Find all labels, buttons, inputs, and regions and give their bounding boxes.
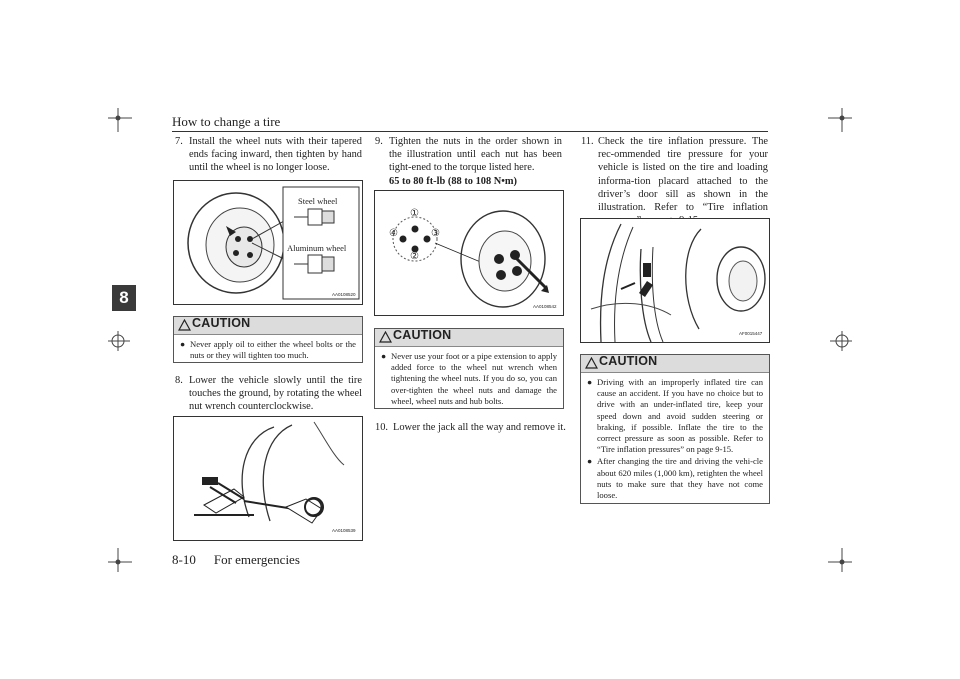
order-label-4: ④ (389, 228, 398, 239)
caution-item: ● Never use your foot or a pipe extension to apply added force to the wheel nut wrench when tightening the wheel nuts. If you do so, you can over-tighten the wheel nuts and damage the wheel, wheel nuts and hub bolts. (381, 351, 557, 406)
figure-tighten-order (374, 190, 564, 316)
caution-item: ● Driving with an improperly inflated tire can cause an accident. If you have no choice but to drive with an under-inflated tire, keep your speed down and avoid sudden steering or braking, if possible. Inflate the tire to the correct pressure as soon as possible. Refer to “Tire inflation pressures” on page 9-15. (587, 377, 763, 455)
header-rule (172, 131, 768, 132)
figure-door-placard (580, 218, 770, 343)
caution-list (581, 373, 769, 507)
step-text: Lower the jack all the way and remove it. (393, 422, 566, 433)
step-text: Lower the vehicle slowly until the tire touches the ground, by rotating the wheel nut wrench counterclockwise. (189, 375, 362, 413)
step-9 (375, 135, 562, 188)
page-footer (172, 552, 300, 568)
step-text: Install the wheel nuts with their tapered ends facing inward, then tighten by hand until the wheel is no longer loose. (189, 136, 362, 174)
caution-header (375, 329, 563, 347)
step-text: Check the tire inflation pressure. The rec-ommended tire pressure for your vehicle is listed on the tire and loading informa-tion placard attached to the driver’s door sill as shown in the illustration. Refer to “Tire inflation (598, 136, 768, 214)
torque-spec: 65 to 80 ft-lb (88 to 108 N•m) (389, 175, 518, 187)
figure-code: AF0015447 (739, 331, 763, 336)
label-aluminum-wheel: Aluminum wheel (287, 243, 347, 253)
step-number: 7. (175, 136, 183, 147)
caution-item: ● Never apply oil to either the wheel bolts or the nuts or they will tighten too much. (180, 339, 356, 361)
caution-list (174, 335, 362, 367)
caution-box-2 (374, 328, 564, 409)
caution-title: CAUTION (393, 328, 452, 342)
bullet-icon: ● (587, 456, 593, 467)
figure-lower-jack (173, 416, 363, 541)
caution-title: CAUTION (192, 316, 251, 330)
figure-wheel-nuts (173, 180, 363, 305)
figure-code: AA0108520 (332, 292, 356, 297)
chapter-name: For emergencies (213, 552, 300, 567)
bullet-icon: ● (381, 351, 387, 361)
bullet-icon: ● (587, 377, 593, 387)
label-steel-wheel: Steel wheel (298, 196, 338, 206)
step-10 (375, 421, 575, 434)
order-label-2: ② (410, 251, 419, 262)
caution-list (375, 347, 563, 413)
step-number: 9. (375, 136, 383, 147)
tighten-order-illustration (375, 191, 563, 315)
step-text: Tighten the nuts in the order shown in the illustration until each nut has been tight-ened to the torque listed here. (389, 136, 562, 174)
figure-code: AA0108539 (332, 528, 356, 533)
caution-header (581, 355, 769, 373)
caution-item: ● After changing the tire and driving the vehi-cle about 620 miles (1,000 km), retighten the wheel nuts to make sure that they have not come loose. (587, 456, 763, 501)
caution-box-1 (173, 316, 363, 363)
step-number: 10. (375, 422, 388, 433)
door-sill-illustration (581, 219, 769, 342)
step-8 (175, 374, 362, 414)
figure-code: AA0108542 (533, 304, 557, 309)
warning-triangle-icon (178, 319, 191, 331)
page-number: 8-10 (172, 552, 196, 567)
chapter-tab: 8 (112, 285, 136, 311)
warning-triangle-icon (585, 357, 598, 369)
step-11 (581, 135, 768, 227)
caution-box-3 (580, 354, 770, 504)
jack-lowering-illustration (174, 417, 362, 540)
step-number: 11. (581, 136, 594, 147)
caution-title: CAUTION (599, 354, 658, 368)
order-label-3: ③ (431, 228, 440, 239)
bullet-icon: ● (180, 339, 186, 349)
order-label-1: ① (410, 208, 419, 219)
step-7 (175, 135, 362, 175)
step-number: 8. (175, 375, 183, 386)
page-header-title: How to change a tire (172, 114, 281, 129)
caution-header (174, 317, 362, 335)
warning-triangle-icon (379, 331, 392, 343)
